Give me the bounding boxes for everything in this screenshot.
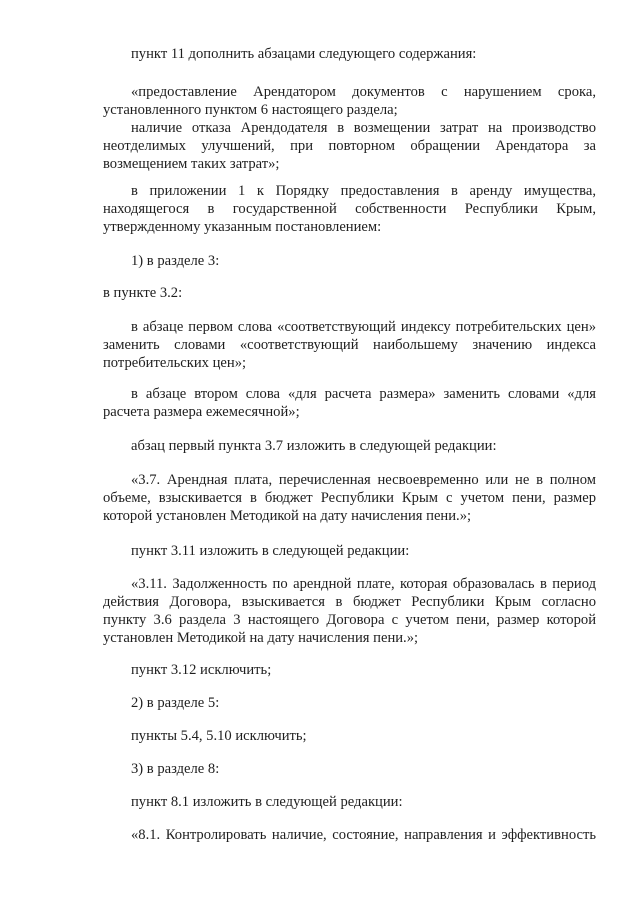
text-line: установлен Методикой на дату начисления пени.»; [103,630,419,646]
paragraph-9 [103,437,596,455]
text-line: пункты 5.4, 5.10 исключить; [131,728,307,744]
text-line: 3) в разделе 8: [131,761,220,777]
text-line: расчета размера ежемесячной»; [103,404,300,420]
paragraph-10 [103,471,596,525]
text-line: неотделимых улучшений, при повторном обращении Арендатора за [103,138,596,154]
text-line: возмещением таких затрат»; [103,156,280,172]
text-line: действия Договора, взыскивается в бюджет Республики Крым согласно [103,594,596,610]
text-line: «8.1. Контролировать наличие, состояние, направления и эффективность [131,827,596,843]
paragraph-8 [103,385,596,421]
paragraph-3 [103,119,596,173]
paragraph-16 [103,760,596,778]
text-line: пункт 11 дополнить абзацами следующего содержания: [131,46,477,62]
paragraph-18 [103,826,596,844]
paragraph-5 [103,252,596,270]
text-line: пункту 3.6 раздела 3 настоящего Договора с учетом пени, размер которой [103,612,596,628]
paragraph-15 [103,727,596,745]
text-line: «предоставление Арендатором документов с нарушением срока, [131,84,596,100]
text-line: «3.7. Арендная плата, перечисленная несвоевременно или не в полном [131,472,596,488]
paragraph-1 [103,45,596,63]
text-line: пункт 3.11 изложить в следующей редакции: [131,543,410,559]
text-line: абзац первый пункта 3.7 изложить в следующей редакции: [131,438,497,454]
text-line: 2) в разделе 5: [131,695,220,711]
text-line: в приложении 1 к Порядку предоставления в аренду имущества, [131,183,596,199]
paragraph-6 [103,284,596,302]
text-line: «3.11. Задолженность по арендной плате, которая образовалась в период [131,576,596,592]
paragraph-14 [103,694,596,712]
text-line: в абзаце втором слова «для расчета размера» заменить словами «для [131,386,596,402]
text-line: утвержденному указанным постановлением: [103,219,382,235]
text-line: наличие отказа Арендодателя в возмещении затрат на производство [131,120,596,136]
text-line: потребительских цен»; [103,355,247,371]
text-line: которой установлен Методикой на дату начисления пени.»; [103,508,472,524]
text-line: объеме, взыскивается в бюджет Республики Крым с учетом пени, размер [103,490,596,506]
paragraph-17 [103,793,596,811]
text-line: 1) в разделе 3: [131,253,220,269]
text-line: заменить словами «соответствующий наибольшему значению индекса [103,337,596,353]
text-line: пункт 8.1 изложить в следующей редакции: [131,794,403,810]
text-line: в абзаце первом слова «соответствующий индексу потребительских цен» [131,319,596,335]
paragraph-4 [103,182,596,236]
paragraph-7 [103,318,596,372]
paragraph-12 [103,575,596,647]
paragraph-13 [103,661,596,679]
text-line: установленного пунктом 6 настоящего раздела; [103,102,398,118]
text-line: находящегося в государственной собственности Республики Крым, [103,201,596,217]
paragraph-11 [103,542,596,560]
text-line: в пункте 3.2: [103,285,183,301]
paragraph-2 [103,83,596,119]
text-line: пункт 3.12 исключить; [131,662,272,678]
